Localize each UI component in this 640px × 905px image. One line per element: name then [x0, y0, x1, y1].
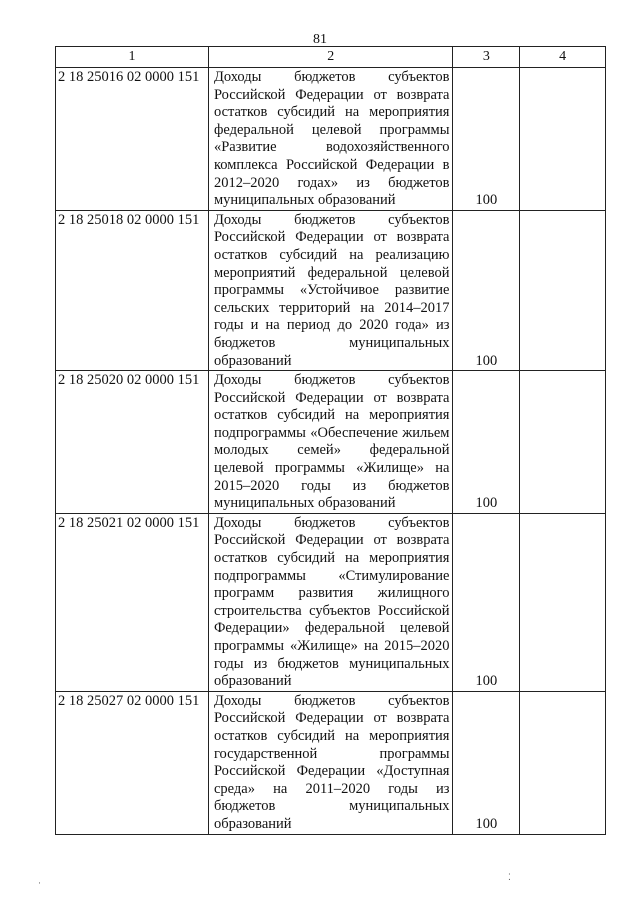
column-4-cell [520, 691, 606, 834]
column-4-cell [520, 371, 606, 514]
revenue-description-cell: Доходы бюджетов субъектов Российской Федерации от возврата остатков субсидий на реализацию мероприятий федеральной целевой программы «Устойчивое развитие сельских территорий на 2014–2017 годы и на период до 2020 года» из бюджетов муниципальных образований [208, 210, 453, 370]
amount-cell: 100 [453, 371, 520, 514]
header-row [56, 47, 606, 68]
table-row [56, 210, 606, 370]
scan-speck-mark: · [38, 878, 41, 888]
budget-code-cell: 2 18 25020 02 0000 151 [56, 371, 209, 514]
column-header-3: 3 [453, 47, 520, 68]
revenue-description-cell: Доходы бюджетов субъектов Российской Федерации от возврата остатков субсидий на мероприятия подпрограммы «Стимулирование программ развития жилищного строительства субъектов Российской Федерации» федеральной целевой программы «Жилище» на 2015–2020 годы из бюджетов муниципальных образований [208, 513, 453, 691]
budget-revenue-table [55, 46, 606, 835]
budget-code-cell: 2 18 25021 02 0000 151 [56, 513, 209, 691]
table-row [56, 691, 606, 834]
table-row [56, 513, 606, 691]
amount-cell: 100 [453, 691, 520, 834]
revenue-description-cell: Доходы бюджетов субъектов Российской Федерации от возврата остатков субсидий на мероприятия федеральной целевой программы «Развитие водохозяйственного комплекса Российской Федерации в 2012–2020 годах» из бюджетов муниципальных образований [208, 68, 453, 211]
column-header-2: 2 [208, 47, 453, 68]
revenue-description-cell: Доходы бюджетов субъектов Российской Федерации от возврата остатков субсидий на мероприятия подпрограммы «Обеспечение жильем молодых семей» федеральной целевой программы «Жилище» на 2015–2020 годы из бюджетов муниципальных образований [208, 371, 453, 514]
amount-cell: 100 [453, 68, 520, 211]
page-number: 81 [313, 32, 327, 47]
column-4-cell [520, 68, 606, 211]
column-4-cell [520, 513, 606, 691]
scan-speck-mark: ⁚ [508, 872, 511, 882]
budget-code-cell: 2 18 25027 02 0000 151 [56, 691, 209, 834]
table-row [56, 371, 606, 514]
amount-cell: 100 [453, 210, 520, 370]
column-header-4: 4 [520, 47, 606, 68]
amount-cell: 100 [453, 513, 520, 691]
revenue-description-cell: Доходы бюджетов субъектов Российской Федерации от возврата остатков субсидий на мероприятия государственной программы Российской Федерации «Доступная среда» на 2011–2020 годы из бюджетов муниципальных образований [208, 691, 453, 834]
column-header-1: 1 [56, 47, 209, 68]
table-row [56, 68, 606, 211]
column-4-cell [520, 210, 606, 370]
budget-code-cell: 2 18 25016 02 0000 151 [56, 68, 209, 211]
budget-code-cell: 2 18 25018 02 0000 151 [56, 210, 209, 370]
